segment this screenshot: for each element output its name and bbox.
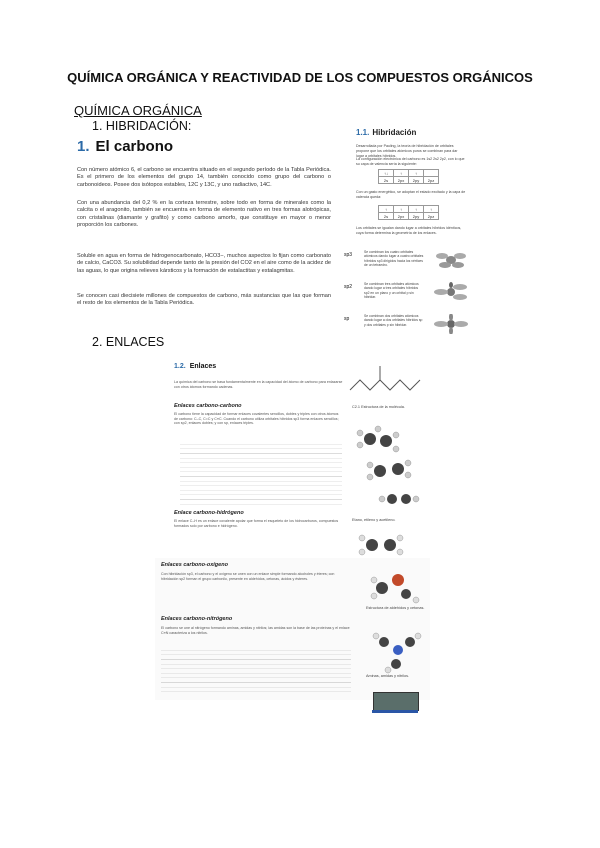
hibridacion-after: Los orbitales se igualan dando lugar a orbitales híbridos idénticos, cuya forma determina la geometría de los enlaces. <box>356 226 462 235</box>
caption-4: Aminas, amidas y nitrilos. <box>366 674 410 678</box>
subheading-cn: Enlaces carbono-nitrógeno <box>161 616 233 622</box>
hibridacion-title: Hibridación <box>372 128 417 137</box>
enlaces-heading <box>174 363 216 370</box>
valence-table-excited: ↑ ↑ ↑ ↑ 2s 2px 2py 2pz <box>378 205 439 220</box>
hibridacion-intro: Desarrollada por Pauling, la teoría de hibridación de orbitales propone que los orbitales atómicos puros se combinan para dar lugar a orbitales híbridos. <box>356 144 458 158</box>
skeletal-formula-icon <box>346 360 426 400</box>
carbono-heading <box>77 138 173 155</box>
ch-molecule-icon <box>352 530 412 560</box>
text-ch: El enlace C–H es un enlace covalente apolar que forma el esqueleto de los hidrocarburos, compuestos formados solo por carbono e hidrógeno. <box>174 519 339 528</box>
hibridacion-config: La configuración electrónica del carbono es 1s2 2s2 2p2, con lo que su capa de valencia sería la siguiente: <box>356 157 465 166</box>
heading-hibridacion: 1. HIBRIDACIÓN: <box>92 119 192 133</box>
hybrid-row-sp <box>344 314 469 336</box>
molecule-models-icon <box>352 425 424 517</box>
carbono-title: El carbono <box>95 138 174 155</box>
subheading-cc: Enlaces carbono-carbono <box>174 403 242 409</box>
caption-2: Etano, etileno y acetileno. <box>352 518 396 522</box>
subheading-ch: Enlace carbono-hidrógeno <box>174 510 244 516</box>
section-title: QUÍMICA ORGÁNICA <box>74 103 202 118</box>
enlaces-number: 1.2. <box>174 363 186 370</box>
book-badge-bar <box>372 710 418 713</box>
valence-table-ground: ↑↓ ↑ ↑ 2s 2px 2py 2pz <box>378 169 439 184</box>
hibridacion-heading <box>356 128 416 137</box>
subheading-co: Enlaces carbono-oxígeno <box>161 562 228 568</box>
enlaces-title: Enlaces <box>189 363 217 370</box>
text-co: Con hibridación sp3, el carbono y el oxígeno se unen con un enlace simple formando alcoholes y éteres; con hibridación sp2 forman el grupo carbonilo, presente en aldehídos, cetonas, ácidos y ésteres. <box>161 572 335 581</box>
hybrid-text: Se combinan dos orbitales atómicos dando lugar a dos orbitales híbridos sp y dos orbitales p sin hibridar. <box>364 314 423 327</box>
text-cc: El carbono tiene la capacidad de formar enlaces covalentes sencillos, dobles y triples con otros átomos de carbono: C–C, C=C y C≡C. Cuando el carbono utiliza orbitales híbridos sp3 forma enlaces sencillos; con sp2, enlaces dobles; y con sp, enlaces triples. <box>174 412 339 426</box>
carbono-paragraph: Con una abundancia del 0,2 % en la corteza terrestre, sobre todo en forma de minerales como la calcita o el aragonito, también se encuentra en forma de elemento nativo en tres formas alotrópicas, con cristalinas (diamante y grafito) y como carbono amorfo, que constituye en mayor o menor proporción los carbones. <box>77 200 331 229</box>
carbono-number: 1. <box>77 138 90 155</box>
hybrid-text: Se combinan tres orbitales atómicos dando lugar a tres orbitales híbridos sp2 en un plano y un orbital p sin hibridar. <box>364 282 419 300</box>
hibridacion-promo: Con un gasto energético, se adoptan el estado excitado y la capa de valencia queda: <box>356 190 466 199</box>
hybrid-row-sp3 <box>344 250 469 272</box>
text-cn-body <box>161 648 351 696</box>
caption-1: C2.1 Estructura de la molécula. <box>352 405 405 409</box>
hybrid-label: sp2 <box>344 284 353 290</box>
text-cn: El carbono se une al nitrógeno formando aminas, amidas y nitrilos; las amidas son la base de las proteínas y el enlace C≡N caracteriza a los nitrilos. <box>161 626 350 635</box>
hybrid-text: Se combinan los cuatro orbitales atómicos dando lugar a cuatro orbitales híbridos sp3 dirigidos hacia los vértices de un tetraedro. <box>364 250 424 268</box>
hybrid-label: sp3 <box>344 252 353 258</box>
carbono-paragraph: Se conocen casi diecisiete millones de compuestos de carbono, más sustancias que las que forman el resto de los elementos de la Tabla Periódica. <box>77 293 331 307</box>
document-title: QUÍMICA ORGÁNICA Y REACTIVIDAD DE LOS COMPUESTOS ORGÁNICOS <box>67 70 533 85</box>
carbono-paragraph: Con número atómico 6, el carbono se encuentra situado en el segundo período de la Tabla Periódica. Es el primero de los elementos del grupo 14, también conocido como grupo del carbono o carbonoideos. Posee dos isótopos estables, 12C y 13C, y uno radiactivo, 14C. <box>77 167 331 188</box>
enlaces-intro: La química del carbono se basa fundamentalmente en la capacidad del átomo de carbono para enlazarse con otros átomos formando cadenas. <box>174 380 343 389</box>
book-badge <box>373 692 419 711</box>
sp3-orbital-icon <box>433 250 469 270</box>
hybrid-label: sp <box>344 316 350 322</box>
sp2-orbital-icon <box>433 282 469 302</box>
cn-molecule-icon <box>370 630 422 674</box>
caption-3: Estructura de aldehídos y cetonas. <box>366 606 425 610</box>
heading-enlaces: 2. ENLACES <box>92 335 165 349</box>
hybrid-row-sp2 <box>344 282 469 304</box>
carbono-paragraph: Soluble en agua en forma de hidrogenocarbonato, HCO3−, muchos aspectos lo fijan como carbonato de calcio, CaCO3. Su solubilidad depende tanto de la presión del CO2 en el aire como de la acidez de las aguas, lo que origina relieves kársticos y la formación de estalactitas y estalagmitas. <box>77 253 331 274</box>
co-molecule-icon <box>366 566 422 606</box>
sp-orbital-icon <box>433 314 469 334</box>
text-cc-body <box>180 442 342 506</box>
hibridacion-number: 1.1. <box>356 128 370 137</box>
